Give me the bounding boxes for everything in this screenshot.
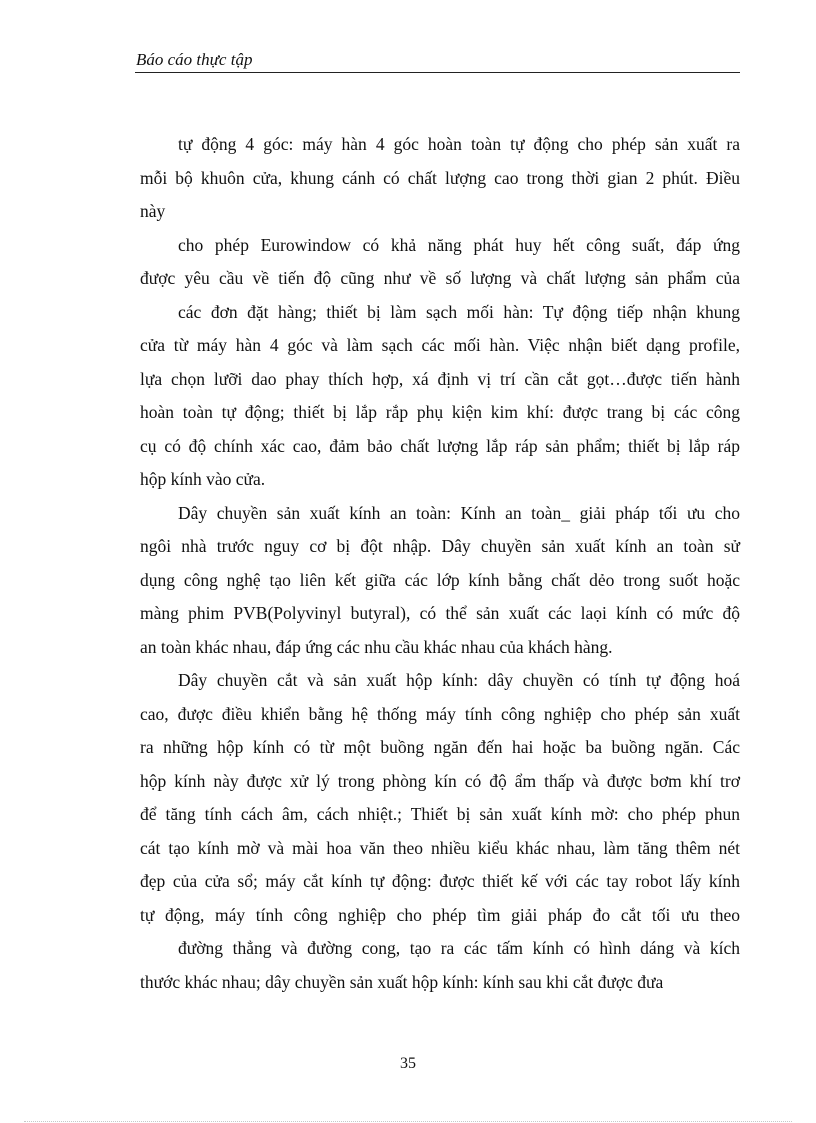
text-line: cửa từ máy hàn 4 góc và làm sạch các mối hàn. Việc nhận biết dạng profile,	[140, 335, 740, 355]
text-line: lựa chọn lưỡi dao phay thích hợp, xá định vị trí cần cắt gọt…được tiến hành	[140, 368, 740, 389]
text-line: dụng công nghệ tạo liên kết giữa các lớp kính bằng chất dẻo trong suốt hoặc	[140, 569, 740, 590]
text-line: đường thẳng và đường cong, tạo ra các tấm kính có hình dáng và kích	[178, 938, 740, 958]
text-line: Dây chuyền cắt và sản xuất hộp kính: dây chuyền có tính tự động hoá	[178, 670, 740, 690]
text-line: này	[140, 201, 166, 221]
text-line: an toàn khác nhau, đáp ứng các nhu cầu khác nhau của khách hàng.	[140, 636, 613, 657]
text-line: ngôi nhà trước nguy cơ bị đột nhập. Dây chuyền sản xuất kính an toàn sử	[140, 536, 740, 556]
text-line: hoàn toàn tự động; thiết bị lắp rắp phụ kiện kim khí: được trang bị các công	[140, 402, 740, 422]
text-line: thước khác nhau; dây chuyền sản xuất hộp kính: kính sau khi cắt được đưa	[140, 971, 664, 992]
text-line: được yêu cầu về tiến độ cũng như về số lượng và chất lượng sản phẩm của	[140, 268, 740, 288]
header-title: Báo cáo thực tập	[136, 50, 253, 69]
text-line: ra những hộp kính có từ một buồng ngăn đến hai hoặc ba buồng ngăn. Các	[140, 737, 740, 757]
text-line: đẹp của cửa sổ; máy cắt kính tự động: được thiết kế với các tay robot lấy kính	[140, 871, 740, 891]
text-line: hộp kính này được xử lý trong phòng kín có độ ẩm thấp và được bơm khí trơ	[140, 770, 740, 791]
text-line: mỗi bộ khuôn cửa, khung cánh có chất lượng cao trong thời gian 2 phút. Điều	[140, 167, 740, 188]
text-line: cát tạo kính mờ và mài hoa văn theo nhiều kiểu khác nhau, làm tăng thêm nét	[140, 837, 740, 858]
page-header	[135, 50, 740, 73]
page-bottom-divider	[24, 1121, 792, 1122]
text-line: để tăng tính cách âm, cách nhiệt.; Thiết bị sản xuất kính mờ: cho phép phun	[140, 804, 740, 824]
text-line: màng phim PVB(Polyvinyl butyral), có thể sản xuất các laọi kính có mức độ	[140, 603, 740, 623]
text-line: tự động 4 góc: máy hàn 4 góc hoàn toàn tự động cho phép sản xuất ra	[178, 134, 740, 154]
text-line: hộp kính vào cửa.	[140, 469, 266, 489]
body-text	[140, 130, 740, 1001]
text-line: cụ có độ chính xác cao, đảm bảo chất lượng lắp ráp sản phẩm; thiết bị lắp ráp	[140, 435, 740, 456]
text-line: cao, được điều khiển bằng hệ thống máy tính công nghiệp cho phép sản xuất	[140, 703, 740, 724]
page-number: 35	[400, 1055, 416, 1072]
text-line: Dây chuyền sản xuất kính an toàn: Kính an toàn_ giải pháp tối ưu cho	[178, 502, 740, 523]
text-line: cho phép Eurowindow có khả năng phát huy hết công suất, đáp ứng	[178, 234, 740, 255]
text-line: các đơn đặt hàng; thiết bị làm sạch mối hàn: Tự động tiếp nhận khung	[178, 301, 740, 322]
text-line: tự động, máy tính công nghiệp cho phép tìm giải pháp đo cắt tối ưu theo	[140, 904, 740, 925]
